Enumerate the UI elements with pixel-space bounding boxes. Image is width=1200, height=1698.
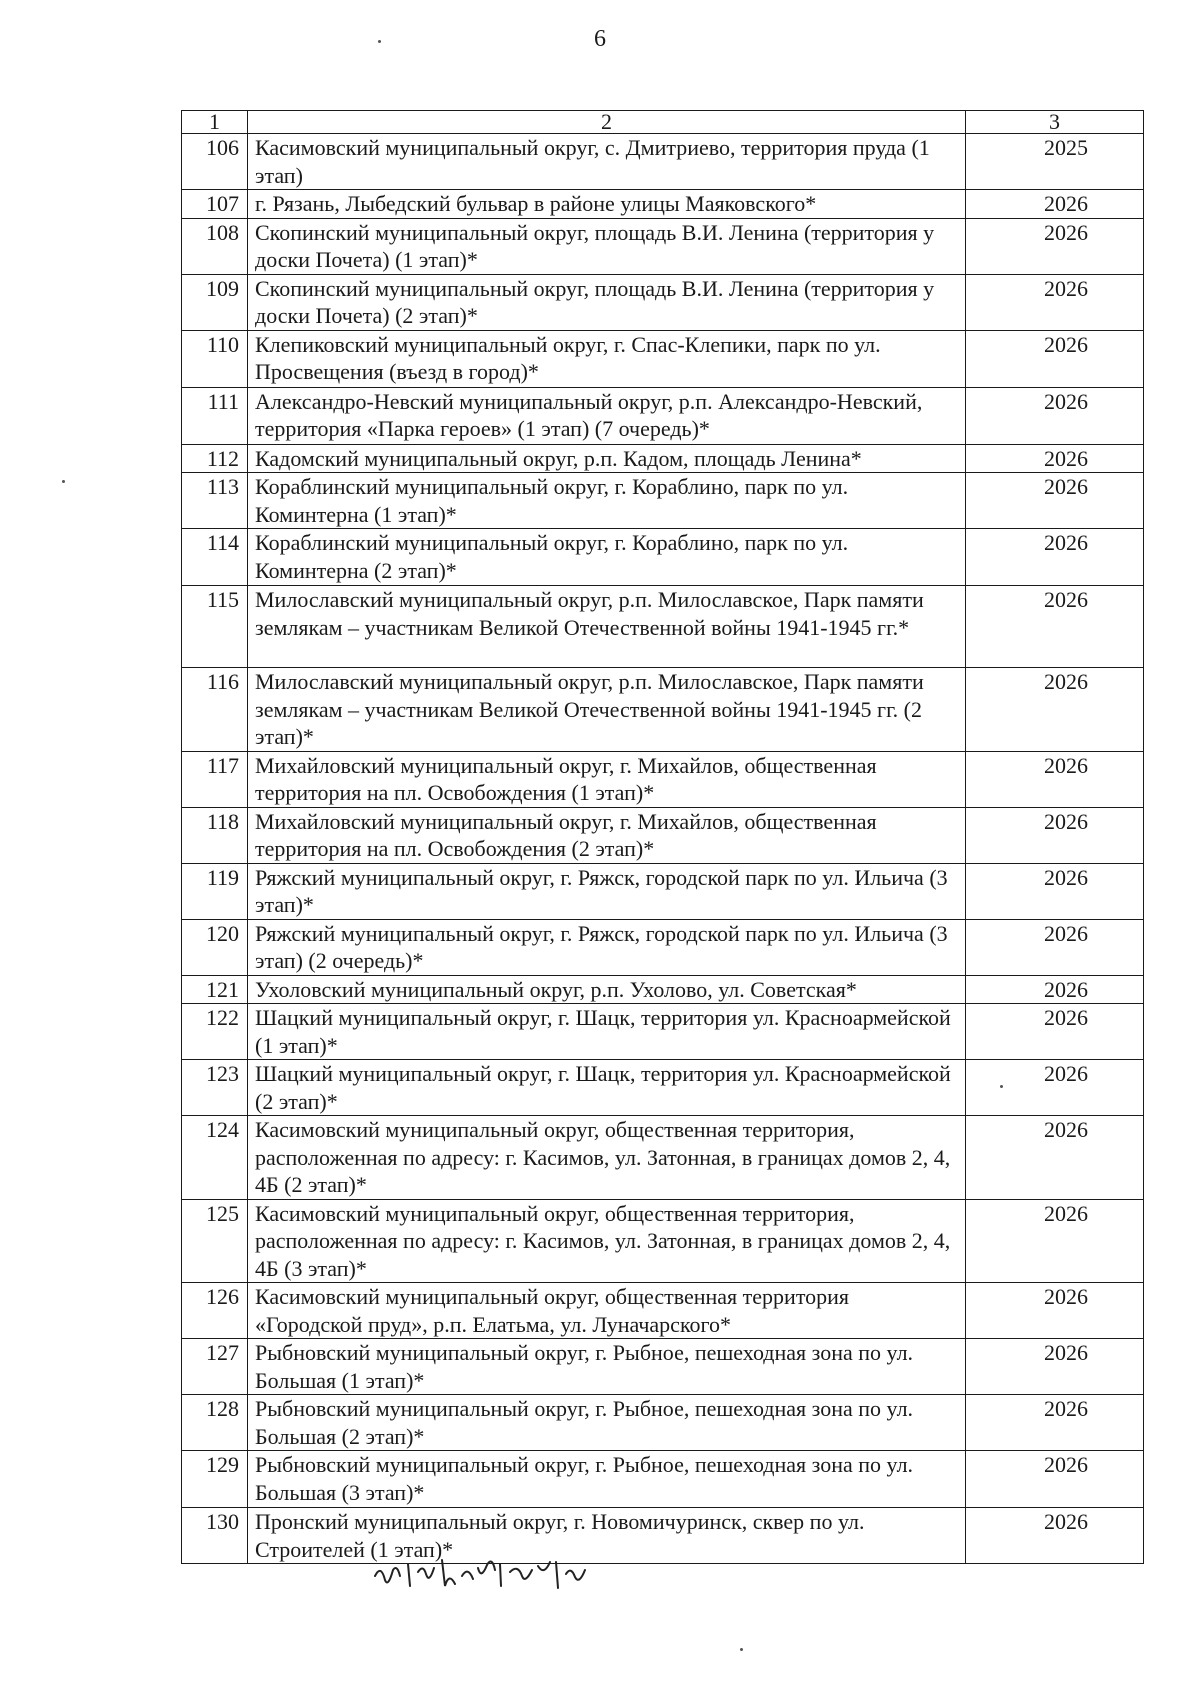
row-year: 2026 [966, 190, 1144, 219]
row-year: 2026 [966, 529, 1144, 586]
row-year: 2026 [966, 668, 1144, 752]
row-year: 2026 [966, 330, 1144, 387]
row-year: 2026 [966, 1004, 1144, 1060]
table-row [182, 1004, 1144, 1060]
row-year: 2025 [966, 134, 1144, 190]
table-row [182, 529, 1144, 586]
row-number: 124 [182, 1116, 248, 1200]
row-number: 129 [182, 1451, 248, 1508]
row-year: 2026 [966, 274, 1144, 330]
row-name: Кадомский муниципальный округ, р.п. Кадом, площадь Ленина* [248, 444, 966, 473]
row-name: Касимовский муниципальный округ, общественная территория, расположенная по адресу: г. Касимов, ул. Затонная, в границах домов 2, 4, 4Б (3 этап)* [248, 1199, 966, 1283]
row-name: Касимовский муниципальный округ, общественная территория «Городской пруд», р.п. Елатьма, ул. Луначарского* [248, 1283, 966, 1339]
row-number: 123 [182, 1060, 248, 1116]
scan-speck [62, 480, 65, 483]
row-year: 2026 [966, 586, 1144, 668]
row-number: 107 [182, 190, 248, 219]
row-year: 2026 [966, 863, 1144, 919]
row-number: 128 [182, 1395, 248, 1451]
table-row [182, 134, 1144, 190]
row-number: 117 [182, 751, 248, 807]
row-name: Скопинский муниципальный округ, площадь В.И. Ленина (территория у доски Почета) (2 этап)* [248, 274, 966, 330]
table-header-row [182, 111, 1144, 134]
row-year: 2026 [966, 444, 1144, 473]
row-year: 2026 [966, 1283, 1144, 1339]
row-year: 2026 [966, 473, 1144, 529]
row-name: Михайловский муниципальный округ, г. Михайлов, общественная территория на пл. Освобождения (1 этап)* [248, 751, 966, 807]
table-row [182, 751, 1144, 807]
row-name: Рыбновский муниципальный округ, г. Рыбное, пешеходная зона по ул. Большая (2 этап)* [248, 1395, 966, 1451]
row-name: Шацкий муниципальный округ, г. Шацк, территория ул. Красноармейской (1 этап)* [248, 1004, 966, 1060]
row-year: 2026 [966, 919, 1144, 975]
table-row [182, 274, 1144, 330]
scan-speck [378, 40, 381, 43]
row-name: Михайловский муниципальный округ, г. Михайлов, общественная территория на пл. Освобождения (2 этап)* [248, 807, 966, 863]
table-row [182, 807, 1144, 863]
row-year: 2026 [966, 1339, 1144, 1395]
row-name: Александро-Невский муниципальный округ, р.п. Александро-Невский, территория «Парка героев» (1 этап) (7 очередь)* [248, 387, 966, 444]
row-year: 2026 [966, 1199, 1144, 1283]
row-year: 2026 [966, 751, 1144, 807]
scan-speck [1000, 1085, 1003, 1088]
table-row [182, 330, 1144, 387]
table-row [182, 190, 1144, 219]
row-number: 126 [182, 1283, 248, 1339]
row-name: Кораблинский муниципальный округ, г. Кораблино, парк по ул. Коминтерна (1 этап)* [248, 473, 966, 529]
table-row [182, 1451, 1144, 1508]
table-row [182, 1283, 1144, 1339]
row-number: 114 [182, 529, 248, 586]
table-row [182, 218, 1144, 274]
table-row [182, 586, 1144, 668]
row-name: г. Рязань, Лыбедский бульвар в районе улицы Маяковского* [248, 190, 966, 219]
row-number: 116 [182, 668, 248, 752]
table-row [182, 668, 1144, 752]
table-row [182, 975, 1144, 1004]
row-year: 2026 [966, 1060, 1144, 1116]
row-number: 111 [182, 387, 248, 444]
header-col-3: 3 [966, 111, 1144, 134]
row-number: 119 [182, 863, 248, 919]
row-name: Пронский муниципальный округ, г. Новомичуринск, сквер по ул. Строителей (1 этап)* [248, 1508, 966, 1564]
row-name: Шацкий муниципальный округ, г. Шацк, территория ул. Красноармейской (2 этап)* [248, 1060, 966, 1116]
row-year: 2026 [966, 1508, 1144, 1564]
row-name: Ряжский муниципальный округ, г. Ряжск, городской парк по ул. Ильича (3 этап) (2 очередь)* [248, 919, 966, 975]
row-year: 2026 [966, 387, 1144, 444]
table-row [182, 1395, 1144, 1451]
page-number: 6 [594, 26, 606, 52]
row-number: 112 [182, 444, 248, 473]
row-number: 118 [182, 807, 248, 863]
row-number: 115 [182, 586, 248, 668]
row-name: Касимовский муниципальный округ, общественная территория, расположенная по адресу: г. Касимов, ул. Затонная, в границах домов 2, 4, 4Б (2 этап)* [248, 1116, 966, 1200]
row-number: 113 [182, 473, 248, 529]
row-name: Скопинский муниципальный округ, площадь В.И. Ленина (территория у доски Почета) (1 этап)* [248, 218, 966, 274]
header-col-1: 1 [182, 111, 248, 134]
row-name: Милославский муниципальный округ, р.п. Милославское, Парк памяти землякам – участникам Великой Отечественной войны 1941-1945 гг.* [248, 586, 966, 668]
table-row [182, 1060, 1144, 1116]
row-number: 106 [182, 134, 248, 190]
row-name: Рыбновский муниципальный округ, г. Рыбное, пешеходная зона по ул. Большая (1 этап)* [248, 1339, 966, 1395]
row-year: 2026 [966, 218, 1144, 274]
table-row [182, 919, 1144, 975]
table-row [182, 1508, 1144, 1564]
row-number: 110 [182, 330, 248, 387]
row-number: 127 [182, 1339, 248, 1395]
table-row [182, 444, 1144, 473]
row-number: 122 [182, 1004, 248, 1060]
row-name: Милославский муниципальный округ, р.п. Милославское, Парк памяти землякам – участникам Великой Отечественной войны 1941-1945 гг. (2 этап)* [248, 668, 966, 752]
table-row [182, 1339, 1144, 1395]
table-body [182, 111, 1144, 1564]
row-number: 125 [182, 1199, 248, 1283]
row-name: Касимовский муниципальный округ, с. Дмитриево, территория пруда (1 этап) [248, 134, 966, 190]
row-number: 108 [182, 218, 248, 274]
row-year: 2026 [966, 975, 1144, 1004]
table-row [182, 473, 1144, 529]
row-year: 2026 [966, 1395, 1144, 1451]
row-name: Рыбновский муниципальный округ, г. Рыбное, пешеходная зона по ул. Большая (3 этап)* [248, 1451, 966, 1508]
scan-speck [740, 1648, 743, 1651]
handwritten-signature [370, 1546, 610, 1596]
row-year: 2026 [966, 1451, 1144, 1508]
table-row [182, 1199, 1144, 1283]
row-name: Ряжский муниципальный округ, г. Ряжск, городской парк по ул. Ильича (3 этап)* [248, 863, 966, 919]
row-year: 2026 [966, 1116, 1144, 1200]
projects-table [181, 110, 1144, 1564]
table-row [182, 387, 1144, 444]
row-number: 120 [182, 919, 248, 975]
header-col-2: 2 [248, 111, 966, 134]
row-number: 121 [182, 975, 248, 1004]
table-row [182, 863, 1144, 919]
row-name: Ухоловский муниципальный округ, р.п. Ухолово, ул. Советская* [248, 975, 966, 1004]
row-number: 130 [182, 1508, 248, 1564]
row-year: 2026 [966, 807, 1144, 863]
table-row [182, 1116, 1144, 1200]
row-name: Клепиковский муниципальный округ, г. Спас-Клепики, парк по ул. Просвещения (въезд в город)* [248, 330, 966, 387]
row-number: 109 [182, 274, 248, 330]
row-name: Кораблинский муниципальный округ, г. Кораблино, парк по ул. Коминтерна (2 этап)* [248, 529, 966, 586]
